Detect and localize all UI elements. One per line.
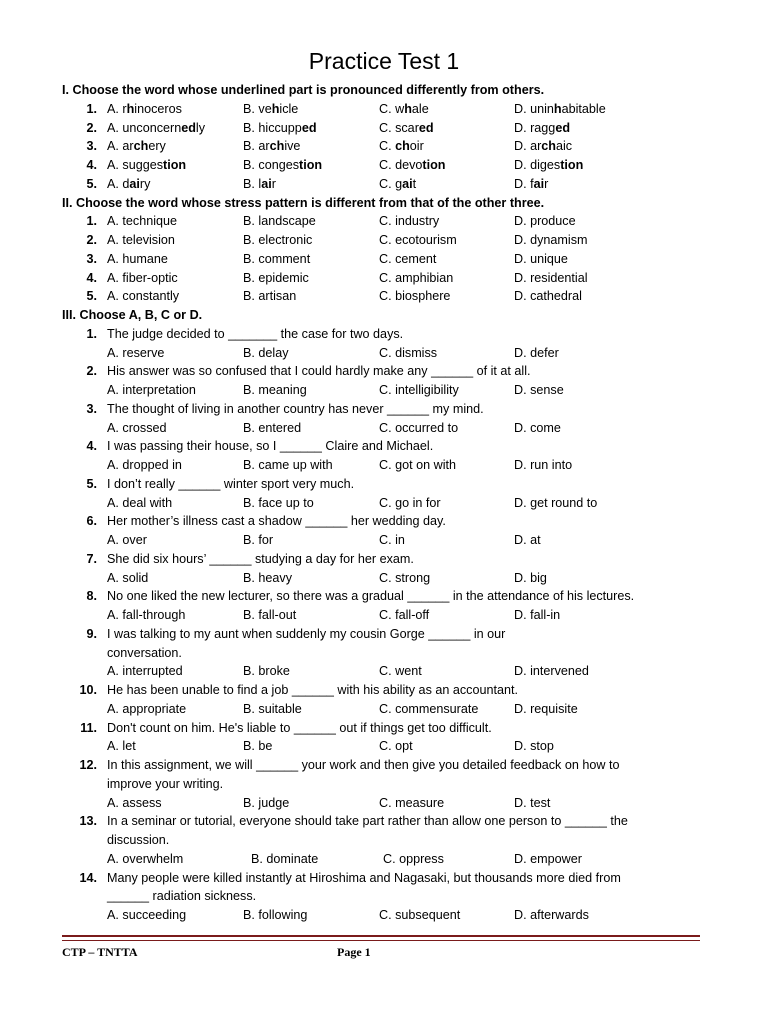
question-line <box>62 644 702 663</box>
answer-option: D. residential <box>514 270 588 285</box>
footer-label: CTP – TNTTA <box>62 945 138 959</box>
question-line <box>62 550 702 569</box>
section-heading: III. Choose A, B, C or D. <box>62 308 203 322</box>
options-row <box>62 906 702 925</box>
answer-option: D. stop <box>514 739 554 754</box>
question-text: I was passing their house, so I ______ Claire and Michael. <box>107 439 434 454</box>
question-line <box>62 475 702 494</box>
answer-option: B. face up to <box>243 495 314 510</box>
answer-option: D. unique <box>514 251 568 266</box>
answer-option: C. intelligibility <box>379 383 459 397</box>
underlined-part: ai <box>129 176 140 191</box>
question-number: 11. <box>80 720 97 735</box>
question-text: Her mother’s illness cast a shadow ______ her wedding day. <box>107 514 446 529</box>
question-line <box>62 775 702 794</box>
answer-option: D. test <box>514 795 551 810</box>
answer-option: C. went <box>379 664 422 679</box>
answer-option: B. vehicle <box>243 101 299 116</box>
question-number: 1. <box>86 214 97 229</box>
question-number: 7. <box>86 551 97 566</box>
answer-option: A. succeeding <box>107 908 187 922</box>
underlined-part: ai <box>261 176 272 191</box>
answer-option: C. biosphere <box>379 289 451 304</box>
answer-option: A. fall-through <box>107 608 186 622</box>
underlined-part: ch <box>541 139 556 154</box>
options-row <box>62 344 702 363</box>
question-line <box>62 681 702 700</box>
answer-option: D. intervened <box>514 664 589 679</box>
options-row <box>62 419 702 438</box>
underlined-part: ai <box>402 176 413 191</box>
answer-option: A. reserve <box>107 345 165 360</box>
question-number: 1. <box>86 326 97 341</box>
question-line <box>62 812 702 831</box>
answer-option: C. cement <box>379 251 437 266</box>
question-number: 4. <box>86 439 97 454</box>
answer-option: B. entered <box>243 420 302 435</box>
answer-option: A. unconcernedly <box>107 120 206 135</box>
answer-option: C. amphibian <box>379 270 454 285</box>
answer-option: C. got on with <box>379 458 457 472</box>
underlined-part: tion <box>163 158 187 172</box>
options-row <box>62 662 702 681</box>
question-row <box>62 119 702 138</box>
question-text: In a seminar or tutorial, everyone should take part rather than allow one person to ______ the <box>107 814 628 829</box>
question-text: discussion. <box>107 833 170 847</box>
question-text: The judge decided to _______ the case for two days. <box>107 326 404 341</box>
question-line <box>62 400 702 419</box>
question-text: She did six hours’ ______ studying a day for her exam. <box>107 551 414 566</box>
answer-option: D. run into <box>514 458 573 472</box>
answer-option: D. fall-in <box>514 608 561 622</box>
answer-option: B. following <box>243 908 308 922</box>
answer-option: B. for <box>243 533 274 547</box>
answer-option: B. dominate <box>251 851 319 866</box>
answer-option: D. archaic <box>514 139 573 154</box>
page-title: Practice Test 1 <box>308 48 460 74</box>
options-row <box>62 569 702 588</box>
underlined-part: h <box>553 101 562 116</box>
answer-option: A. crossed <box>107 420 167 435</box>
question-text: improve your writing. <box>107 776 224 791</box>
underlined-part: h <box>271 101 280 116</box>
question-line <box>62 887 702 906</box>
underlined-part: ed <box>555 120 571 135</box>
question-number: 2. <box>86 233 97 247</box>
question-number: 3. <box>86 139 97 154</box>
question-row <box>62 100 702 119</box>
answer-option: A. rhinoceros <box>107 101 182 116</box>
answer-option: C. dismiss <box>379 345 438 360</box>
answer-option: C. whale <box>379 101 429 116</box>
answer-option: C. commensurate <box>379 701 479 716</box>
answer-option: B. heavy <box>243 570 293 585</box>
answer-option: D. sense <box>514 383 564 397</box>
underlined-part: ed <box>418 120 434 135</box>
question-number: 5. <box>86 289 97 304</box>
footer-rule-thin <box>62 940 700 941</box>
underlined-part: ai <box>533 176 545 191</box>
answer-option: A. overwhelm <box>107 851 184 866</box>
question-text: In this assignment, we will ______ your work and then give you detailed feedback on how to <box>107 758 620 772</box>
question-number: 3. <box>86 251 97 266</box>
answer-option: C. scared <box>379 120 434 135</box>
question-number: 14. <box>79 870 97 885</box>
question-number: 2. <box>86 364 97 379</box>
answer-option: C. oppress <box>383 851 444 866</box>
underlined-part: tion <box>560 158 584 172</box>
answer-option: A. dropped in <box>107 458 182 472</box>
question-row <box>62 269 702 288</box>
answer-option: B. came up with <box>243 458 333 472</box>
answer-option: D. get round to <box>514 495 598 510</box>
answer-option: B. be <box>243 739 273 754</box>
question-number: 10. <box>79 683 97 697</box>
question-number: 5. <box>86 476 97 491</box>
answer-option: D. ragged <box>514 120 571 135</box>
question-row <box>62 287 702 306</box>
underlined-part: tion <box>299 158 323 172</box>
answer-option: D. uninhabitable <box>514 101 606 116</box>
options-row <box>62 456 702 475</box>
question-line <box>62 437 702 456</box>
answer-option: C. measure <box>379 795 445 810</box>
answer-option: B. broke <box>243 664 290 679</box>
question-row <box>62 250 702 269</box>
question-number: 4. <box>86 158 97 172</box>
answer-option: B. lair <box>243 176 276 191</box>
answer-option: B. congestion <box>243 158 323 172</box>
question-line <box>62 587 702 606</box>
answer-option: D. defer <box>514 345 559 360</box>
question-row <box>62 231 702 250</box>
page-number: Page 1 <box>337 945 371 959</box>
question-text: conversation. <box>107 645 182 660</box>
answer-option: A. interpretation <box>107 383 196 397</box>
question-line <box>62 756 702 775</box>
underlined-part: ch <box>395 139 410 154</box>
answer-option: C. ecotourism <box>379 233 457 247</box>
answer-option: C. strong <box>379 570 431 585</box>
answer-option: B. electronic <box>243 233 313 247</box>
question-line <box>62 831 702 850</box>
answer-option: A. let <box>107 739 136 754</box>
answer-option: A. appropriate <box>107 701 187 716</box>
answer-option: B. meaning <box>243 383 307 397</box>
answer-option: A. dairy <box>107 176 151 191</box>
section-heading: II. Choose the word whose stress pattern is different from that of the other three. <box>62 195 545 210</box>
answer-option: C. industry <box>379 214 440 229</box>
underlined-part: tion <box>422 158 446 172</box>
answer-option: C. choir <box>379 139 424 154</box>
answer-option: C. subsequent <box>379 908 461 922</box>
test-content <box>62 81 702 925</box>
answer-option: A. over <box>107 533 147 547</box>
answer-option: B. comment <box>243 251 311 266</box>
question-text: The thought of living in another country has never ______ my mind. <box>107 401 484 416</box>
options-row <box>62 531 702 550</box>
options-row <box>62 381 702 400</box>
question-line <box>62 869 702 888</box>
answer-option: B. judge <box>243 795 290 810</box>
answer-option: D. fair <box>514 176 549 191</box>
answer-option: A. constantly <box>107 289 180 304</box>
question-text: ______ radiation sickness. <box>107 889 257 904</box>
answer-option: B. suitable <box>243 701 302 716</box>
question-line <box>62 362 702 381</box>
underlined-part: ch <box>269 139 285 154</box>
answer-option: D. cathedral <box>514 289 582 304</box>
answer-option: A. television <box>107 233 175 247</box>
answer-option: B. landscape <box>243 214 316 229</box>
answer-option: B. delay <box>243 345 289 360</box>
question-text: I was talking to my aunt when suddenly my cousin Gorge ______ in our <box>107 626 506 641</box>
underlined-part: h <box>404 101 412 116</box>
underlined-part: ch <box>133 139 149 154</box>
question-number: 5. <box>86 176 97 191</box>
answer-option: D. at <box>514 533 541 547</box>
question-number: 4. <box>86 270 97 285</box>
options-row <box>62 700 702 719</box>
question-line <box>62 625 702 644</box>
question-text: No one liked the new lecturer, so there was a gradual ______ in the attendance of his lectures. <box>107 589 635 604</box>
options-row <box>62 606 702 625</box>
answer-option: A. solid <box>107 570 149 585</box>
question-number: 1. <box>86 101 97 116</box>
options-row <box>62 494 702 513</box>
question-line <box>62 719 702 738</box>
question-number: 2. <box>86 120 97 135</box>
answer-option: C. gait <box>379 176 417 191</box>
answer-option: C. devotion <box>379 158 446 172</box>
answer-option: A. humane <box>107 251 168 266</box>
options-row <box>62 794 702 813</box>
underlined-part: h <box>126 101 135 116</box>
question-row <box>62 156 702 175</box>
question-number: 8. <box>86 589 97 604</box>
answer-option: B. artisan <box>243 289 297 304</box>
answer-option: A. assess <box>107 795 162 810</box>
answer-option: D. big <box>514 570 547 585</box>
question-text: Many people were killed instantly at Hiroshima and Nagasaki, but thousands more died from <box>107 870 621 885</box>
answer-option: B. fall-out <box>243 608 297 622</box>
answer-option: D. requisite <box>514 701 578 716</box>
answer-option: D. come <box>514 420 561 435</box>
question-text: Don't count on him. He's liable to ______ out if things get too difficult. <box>107 720 492 735</box>
answer-option: C. occurred to <box>379 420 459 435</box>
answer-option: B. epidemic <box>243 270 309 285</box>
question-number: 3. <box>86 401 97 416</box>
question-number: 6. <box>86 514 97 529</box>
answer-option: C. go in for <box>379 495 441 510</box>
question-text: He has been unable to find a job ______ with his ability as an accountant. <box>107 683 518 697</box>
question-row <box>62 212 702 231</box>
question-line <box>62 512 702 531</box>
answer-option: A. technique <box>107 214 178 229</box>
options-row <box>62 850 702 869</box>
answer-option: B. hiccupped <box>243 120 317 135</box>
section-heading: I. Choose the word whose underlined part is pronounced differently from others. <box>62 83 545 97</box>
answer-option: D. digestion <box>514 158 584 172</box>
answer-option: D. dynamism <box>514 233 588 247</box>
answer-option: B. archive <box>243 139 301 154</box>
answer-option: C. fall-off <box>379 608 430 622</box>
answer-option: D. produce <box>514 214 576 229</box>
question-number: 12. <box>79 758 97 772</box>
answer-option: C. in <box>379 533 405 547</box>
question-line <box>62 325 702 344</box>
answer-option: C. opt <box>379 739 413 754</box>
question-text: His answer was so confused that I could hardly make any ______ of it at all. <box>107 364 531 379</box>
answer-option: A. suggestion <box>107 158 187 172</box>
answer-option: A. deal with <box>107 495 173 510</box>
options-row <box>62 737 702 756</box>
answer-option: A. fiber-optic <box>107 270 178 285</box>
footer-rule <box>62 935 700 937</box>
answer-option: A. archery <box>107 139 166 154</box>
answer-option: D. empower <box>514 851 582 866</box>
answer-option: A. interrupted <box>107 664 183 679</box>
underlined-part: ed <box>181 120 196 135</box>
question-row <box>62 137 702 156</box>
question-number: 9. <box>86 626 97 641</box>
underlined-part: ed <box>301 120 317 135</box>
question-text: I don’t really ______ winter sport very much. <box>107 476 355 491</box>
answer-option: D. afterwards <box>514 908 589 922</box>
question-number: 13. <box>79 814 97 829</box>
question-row <box>62 175 702 194</box>
